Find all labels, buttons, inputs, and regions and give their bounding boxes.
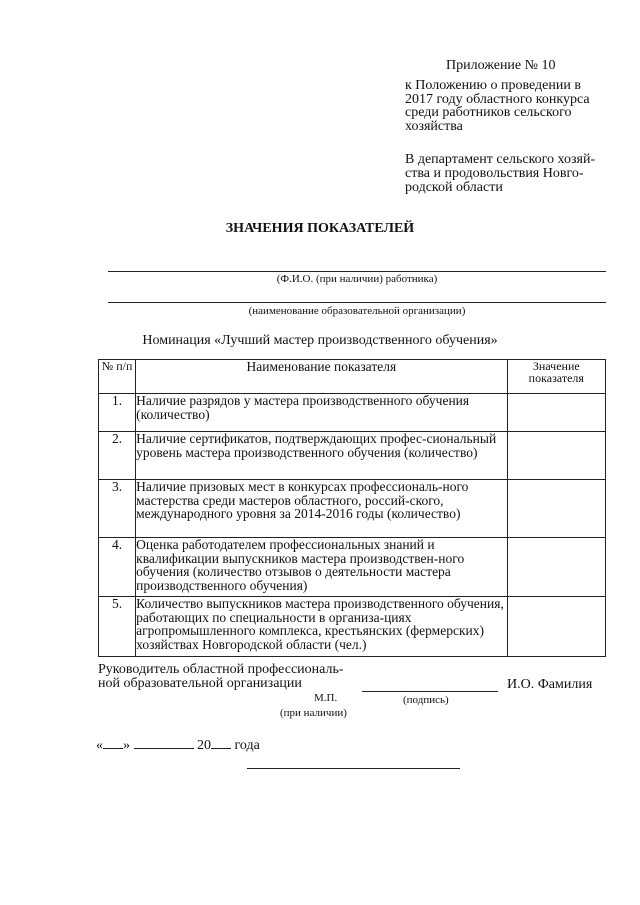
row-number: 4. — [99, 538, 136, 597]
row-number: 1. — [99, 394, 136, 432]
date-close-quote: » — [123, 738, 130, 753]
row-indicator-value[interactable] — [507, 597, 605, 657]
table-row — [99, 597, 606, 657]
date-open-quote: « — [96, 738, 103, 753]
row-indicator-value[interactable] — [507, 480, 605, 538]
row-indicator-name: Наличие призовых мест в конкурсах профессиональ-ного мастерства среди мастеров областного, россий-ского, международного уровня за 2014-2016 годы (количество) — [136, 480, 507, 538]
table-row — [99, 480, 606, 538]
year-suffix: года — [234, 738, 260, 753]
row-indicator-name: Наличие сертификатов, подтверждающих профес-сиональный уровень мастера производственного обучения (количество) — [136, 432, 507, 480]
row-indicator-value[interactable] — [507, 394, 605, 432]
month-blank[interactable] — [134, 737, 194, 749]
row-indicator-name: Наличие разрядов у мастера производственного обучения (количество) — [136, 394, 507, 432]
annex-reference: к Положению о проведении в 2017 году областного конкурса среди работников сельского хозяйства — [405, 78, 590, 134]
stamp-label: М.П. — [314, 692, 338, 704]
year-blank[interactable] — [211, 737, 231, 749]
row-number: 3. — [99, 480, 136, 538]
day-blank[interactable] — [103, 737, 123, 749]
fio-line — [108, 271, 606, 272]
table-row — [99, 538, 606, 597]
date-line — [96, 737, 260, 754]
signer-name: И.О. Фамилия — [507, 677, 593, 692]
year-prefix: 20 — [197, 738, 211, 753]
annex-number: Приложение № 10 — [446, 58, 556, 73]
addressee: В департамент сельского хозяй-ства и продовольствия Новго-родской области — [405, 152, 596, 195]
organization-caption: (наименование образовательной организации) — [248, 305, 466, 317]
table-header-row — [99, 360, 606, 394]
signer-title: Руководитель областной профессиональ-ной образовательной организации — [98, 662, 344, 691]
bottom-signature-line — [247, 768, 460, 769]
signature-caption: (подпись) — [403, 694, 449, 706]
table-row — [99, 432, 606, 480]
row-indicator-value[interactable] — [507, 432, 605, 480]
table-row — [99, 394, 606, 432]
row-indicator-name: Количество выпускников мастера производственного обучения, работающих по специальности в организа-циях агропромышленного комплекса, крестьянских (фермерских) хозяйствах Новгородской области (чел.) — [136, 597, 507, 657]
fio-caption: (Ф.И.О. (при наличии) работника) — [276, 273, 438, 285]
organization-line — [108, 302, 606, 303]
signature-line — [362, 691, 498, 692]
row-indicator-name: Оценка работодателем профессиональных знаний и квалификации выпускников мастера производствен-ного обучения (количество отзывов о деятельности мастера производственного обучения) — [136, 538, 507, 597]
nomination: Номинация «Лучший мастер производственного обучения» — [142, 333, 498, 348]
document-title: ЗНАЧЕНИЯ ПОКАЗАТЕЛЕЙ — [225, 221, 415, 236]
row-indicator-value[interactable] — [507, 538, 605, 597]
row-number: 2. — [99, 432, 136, 480]
row-number: 5. — [99, 597, 136, 657]
header-number: № п/п — [99, 360, 136, 394]
header-indicator-name: Наименование показателя — [136, 360, 507, 394]
indicators-table — [98, 359, 606, 657]
header-indicator-value: Значение показателя — [507, 360, 605, 394]
stamp-note: (при наличии) — [280, 707, 347, 719]
